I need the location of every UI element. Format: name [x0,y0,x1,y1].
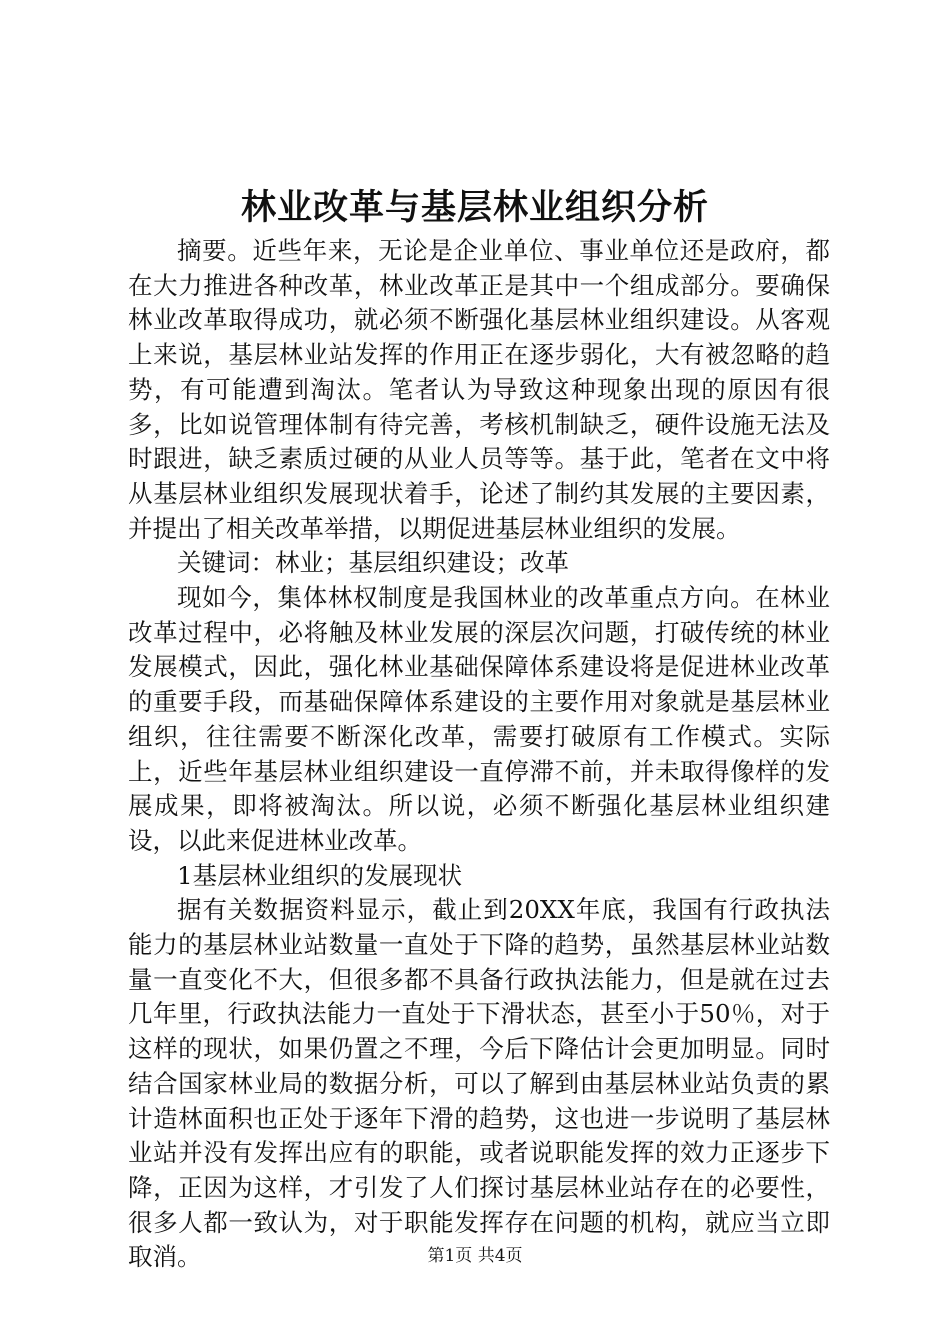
document-body [128,234,830,1275]
document-title: 林业改革与基层林业组织分析 [240,187,709,228]
intro-paragraph: 现如今，集体林权制度是我国林业的改革重点方向。在林业改革过程中，必将触及林业发展的深层次问题，打破传统的林业发展模式，因此，强化林业基础保障体系建设将是促进林业改革的重要手段，而基础保障体系建设的主要作用对象就是基层林业组织，往往需要不断深化改革，需要打破原有工作模式。实际上，近些年基层林业组织建设一直停滞不前，并未取得像样的发展成果，即将被淘汰。所以说，必须不断强化基层林业组织建设，以此来促进林业改革。 [128,583,830,855]
status-paragraph: 据有关数据资料显示，截止到20XX年底，我国有行政执法能力的基层林业站数量一直处于下降的趋势，虽然基层林业站数量一直变化不大，但很多都不具备行政执法能力，但是就在过去几年里，行政执法能力一直处于下滑状态，甚至小于50％，对于这样的现状，如果仍置之不理，今后下降估计会更加明显。同时结合国家林业局的数据分析，可以了解到由基层林业站负责的累计造林面积也正处于逐年下滑的趋势，这也进一步说明了基层林业站并没有发挥出应有的职能，或者说职能发挥的效力正逐步下降，正因为这样，才引发了人们探讨基层林业站存在的必要性，很多人都一致认为，对于职能发挥存在问题的机构，就应当立即取消。 [128,895,830,1272]
page-number-footer: 第1页 共4页 [427,1246,523,1266]
keywords-paragraph: 关键词：林业；基层组织建设；改革 [177,548,569,578]
section-heading: 1基层林业组织的发展现状 [177,860,463,890]
abstract-paragraph: 摘要。近些年来，无论是企业单位、事业单位还是政府，都在大力推进各种改革，林业改革正是其中一个组成部分。要确保林业改革取得成功，就必须不断强化基层林业组织建设。从客观上来说，基层林业站发挥的作用正在逐步弱化，大有被忽略的趋势，有可能遭到淘汰。笔者认为导致这种现象出现的原因有很多，比如说管理体制有待完善，考核机制缺乏，硬件设施无法及时跟进，缺乏素质过硬的从业人员等等。基于此，笔者在文中将从基层林业组织发展现状着手，论述了制约其发展的主要因素，并提出了相关改革举措，以期促进基层林业组织的发展。 [128,236,830,543]
